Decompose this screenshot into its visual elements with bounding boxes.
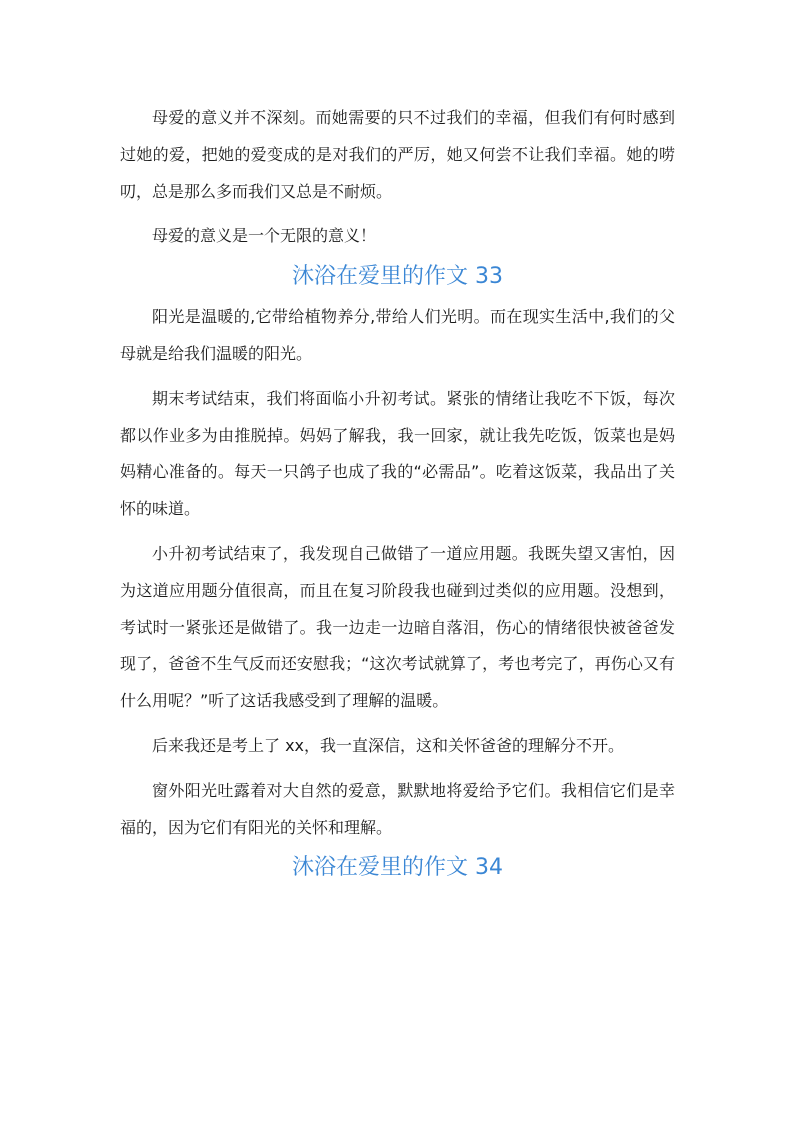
essay-heading-33: 沐浴在爱里的作文 33 [292,264,503,290]
paragraph-mother-love-infinite: 母爱的意义是一个无限的意义！ [152,226,377,246]
document-page [120,100,675,890]
paragraph-admitted: 后来我还是考上了 xx，我一直深信，这和关怀爸爸的理解分不开。 [152,735,625,755]
paragraph-window-sunshine: 窗外阳光吐露着对大自然的爱意，默默地将爱给予它们。我相信它们是幸福的，因为它们有阳光的关怀和理解。 [120,780,675,837]
essay-heading-34: 沐浴在爱里的作文 34 [292,855,503,881]
paragraph-exam-father: 小升初考试结束了，我发现自己做错了一道应用题。我既失望又害怕，因为这道应用题分值很高，而且在复习阶段我也碰到过类似的应用题。没想到，考试时一紧张还是做错了。我一边走一边暗自落泪，伤心的情绪很快被爸爸发现了，爸爸不生气反而还安慰我；“这次考试就算了，考也考完了，再伤心又有什么用呢？”听了这话我感受到了理解的温暖。 [120,543,675,711]
paragraph-gap [120,210,675,218]
paragraph-mother-love-meaning: 母爱的意义并不深刻。而她需要的只不过我们的幸福，但我们有何时感到过她的爱，把她的爱变成的是对我们的严厉，她又何尝不让我们幸福。她的唠叨，总是那么多而我们又总是不耐烦。 [120,108,675,201]
paragraph-sunshine: 阳光是温暖的,它带给植物养分,带给人们光明。而在现实生活中,我们的父母就是给我们温暖的阳光。 [120,307,675,363]
paragraph-gap [120,373,675,381]
paragraph-gap [120,720,675,728]
paragraph-exam-mother: 期末考试结束，我们将面临小升初考试。紧张的情绪让我吃不下饭，每次都以作业多为由推脱掉。妈妈了解我，我一回家，就让我先吃饭，饭菜也是妈妈精心准备的。每天一只鸽子也成了我的“必需品”。吃着这饭菜，我品出了关怀的味道。 [120,388,675,519]
paragraph-gap [120,765,675,773]
paragraph-gap [120,528,675,536]
